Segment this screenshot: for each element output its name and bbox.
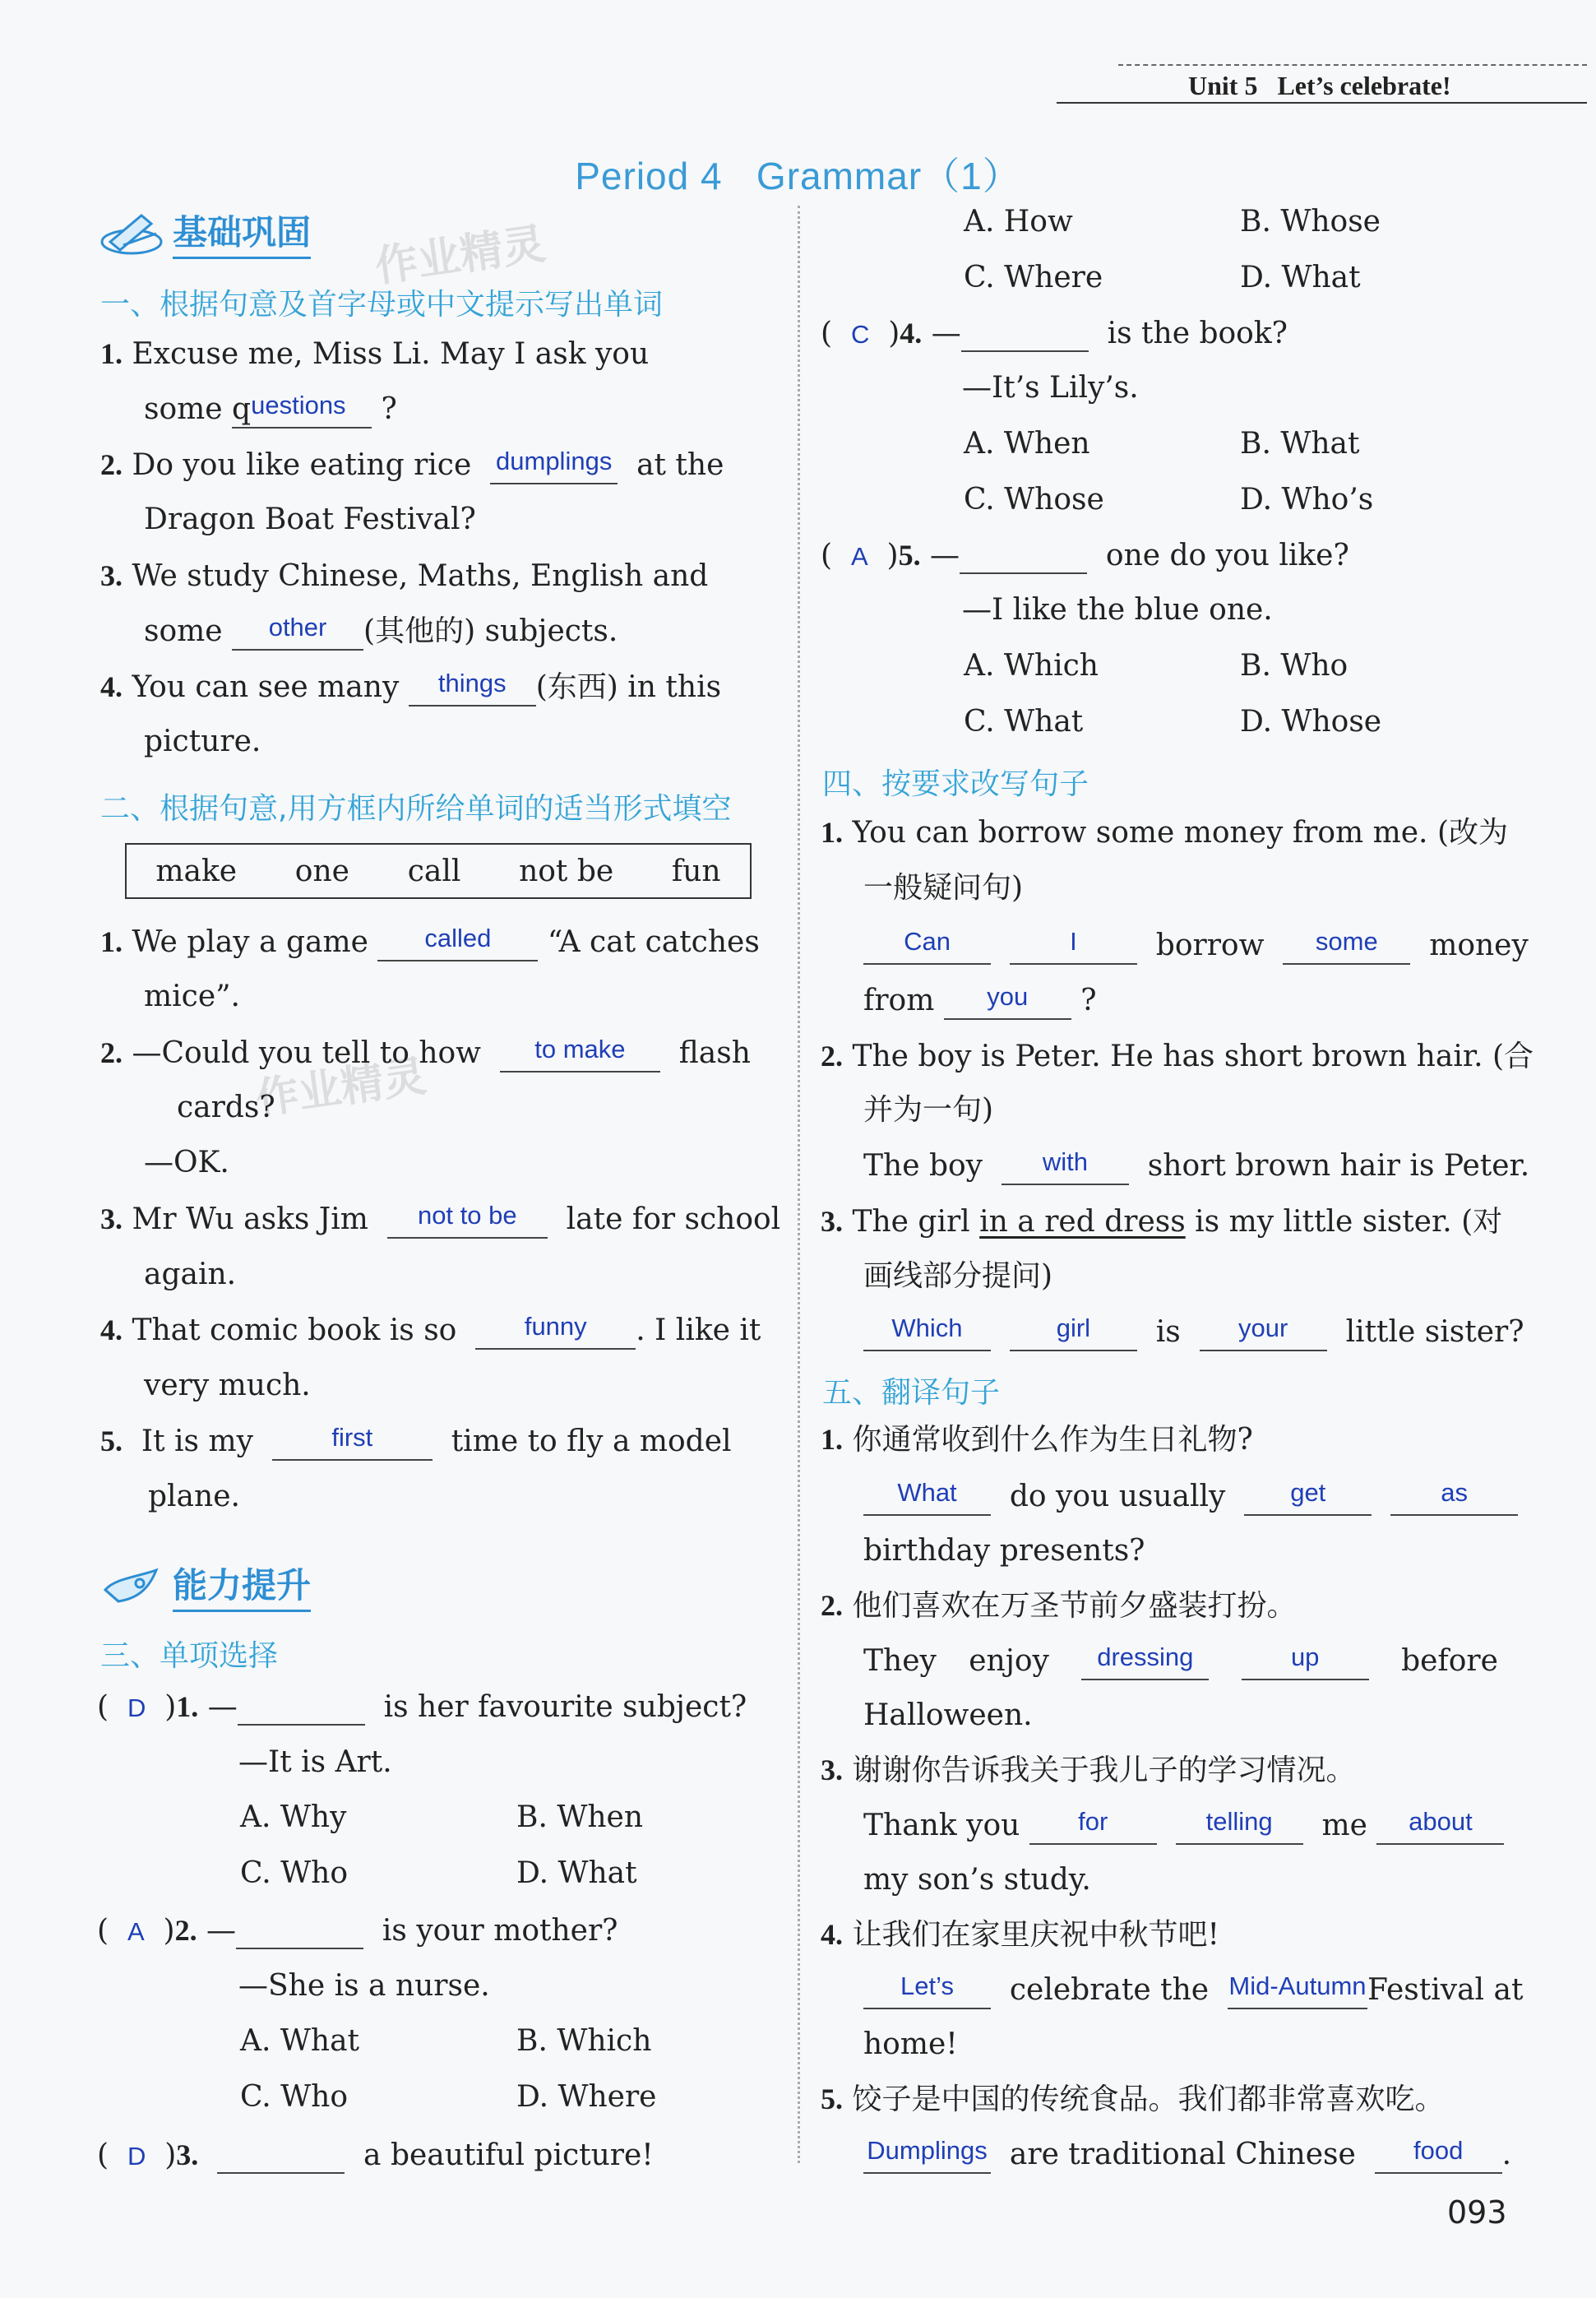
answer-text: called (424, 924, 492, 952)
header-dashed-line (1118, 64, 1587, 66)
answer-text: other (268, 613, 327, 642)
option-d[interactable]: D. What (516, 1856, 637, 1890)
q-text: some (144, 614, 223, 648)
q-text: It is my (141, 1425, 253, 1458)
answer-blank[interactable] (1242, 1642, 1369, 1680)
q-text: — (930, 539, 960, 572)
answer-blank[interactable] (232, 615, 363, 651)
answer-text: first (331, 1423, 373, 1452)
part5-q1-line3: birthday presents? (863, 1534, 1145, 1568)
option-d[interactable]: D. Who’s (1240, 483, 1374, 517)
section-basic-label: 基础巩固 (173, 206, 311, 259)
answer-text: funny (524, 1312, 587, 1341)
part4-q1-answer-line2 (863, 982, 1097, 1020)
part5-q5-answer (863, 2138, 1511, 2174)
part2-q4-line2: very much. (144, 1369, 311, 1402)
answer-blank[interactable] (272, 1425, 433, 1461)
part1-q2 (100, 448, 724, 484)
q-text: are traditional Chinese (1009, 2138, 1356, 2171)
q-text: do you usually (1009, 1480, 1226, 1513)
choice-answer: A (127, 1917, 145, 1946)
q-text: 你通常收到什么作为生日礼物? (852, 1423, 1253, 1457)
q-number: 3. (100, 1202, 123, 1235)
answer-text: dressing (1097, 1642, 1194, 1671)
part3-q4-reply: —It’s Lily’s. (962, 371, 1139, 405)
part1-q1-line2 (144, 393, 397, 429)
answer-text: with (1042, 1147, 1088, 1176)
option-b[interactable]: B. What (1240, 427, 1360, 461)
option-c[interactable]: C. Whose (964, 483, 1104, 517)
part5-q5 (821, 2083, 1444, 2116)
part2-q1 (100, 925, 760, 961)
answer-text: as (1441, 1478, 1469, 1507)
word-box-item: not be (519, 854, 614, 888)
answer-blank[interactable] (863, 1313, 991, 1351)
answer-blank[interactable] (1228, 1971, 1367, 2009)
part4-q1-answer (863, 929, 1529, 965)
option-b[interactable]: B. Whose (1240, 205, 1381, 239)
q-text: from (863, 984, 935, 1017)
pencil-ruler-icon (99, 209, 164, 257)
answer-blank[interactable] (863, 2138, 991, 2174)
q-text: 谢谢你告诉我关于我儿子的学习情况。 (852, 1754, 1356, 1787)
option-a[interactable]: A. Which (964, 649, 1099, 683)
choice-answer: A (850, 542, 868, 571)
option-a[interactable]: A. When (964, 427, 1090, 461)
answer-blank[interactable] (236, 1915, 363, 1949)
q-number: 3. (821, 1205, 843, 1238)
answer-text: about (1409, 1807, 1473, 1836)
q-text: celebrate the (1009, 1973, 1210, 2007)
q-text: late for school (566, 1202, 781, 1236)
option-b[interactable]: B. Who (1240, 649, 1349, 683)
q-text: We play a game (132, 925, 368, 959)
part3-q4: ( C )4. — is the book? (821, 317, 1288, 350)
q-text: is her favourite subject? (383, 1690, 747, 1724)
part5-q4-answer (863, 1971, 1524, 2009)
answer-blank[interactable] (490, 449, 618, 484)
part3-q5: ( A )5. — one do you like? (821, 539, 1349, 572)
answer-blank[interactable] (863, 929, 991, 965)
q-text: borrow (1155, 929, 1265, 962)
q-text: me (1321, 1809, 1367, 1842)
option-d[interactable]: D. Where (516, 2080, 657, 2114)
q-text: Thank you (863, 1809, 1020, 1842)
q-text: is (1155, 1315, 1181, 1349)
answer-blank[interactable] (944, 982, 1071, 1020)
part2-q3-line2: again. (144, 1258, 237, 1291)
q-text: short brown hair is Peter. (1147, 1149, 1530, 1183)
answer-blank[interactable] (232, 393, 372, 429)
q-text: enjoy (969, 1644, 1049, 1678)
q-text: at the (636, 448, 724, 482)
part5-q3 (821, 1754, 1355, 1787)
answer-blank[interactable] (1010, 1313, 1137, 1351)
q-text: You can see many (132, 670, 400, 704)
answer-text: things (437, 669, 507, 697)
answer-blank[interactable] (961, 317, 1089, 352)
answer-text: Can (904, 927, 951, 956)
part2-q2 (100, 1036, 751, 1073)
part1-q3-line2 (144, 615, 618, 651)
q-number: 4. (900, 317, 923, 350)
q-text: a beautiful picture! (363, 2138, 654, 2172)
part5-heading: 五、翻译句子 (822, 1376, 1001, 1410)
answer-text: telling (1205, 1807, 1273, 1836)
q-text: Excuse me, Miss Li. May I ask you (132, 337, 650, 371)
choice-answer: D (127, 2142, 146, 2171)
part5-q2-answer (863, 1642, 1498, 1680)
q-text: some (144, 392, 223, 426)
q-text: The boy is Peter. He has short brown hair. (合 (852, 1040, 1534, 1073)
q-number: 2. (100, 1036, 123, 1069)
part3-q2: ( A )2. — is your mother? (97, 1914, 618, 1948)
answer-text: Dumplings (867, 2136, 988, 2165)
answer-blank[interactable] (1244, 1480, 1372, 1516)
answer-blank[interactable] (960, 540, 1087, 574)
column-divider (798, 206, 800, 2163)
part5-q4-line3: home! (863, 2027, 958, 2061)
answer-blank[interactable] (1176, 1809, 1303, 1845)
q-text: before (1401, 1644, 1498, 1678)
part4-q2-answer (863, 1147, 1530, 1185)
part3-q1: ( D )1. — is her favourite subject? (97, 1690, 747, 1724)
answer-blank[interactable] (500, 1037, 660, 1073)
q-number: 1. (821, 1423, 843, 1456)
answer-blank[interactable] (1002, 1147, 1129, 1185)
blank-prefix: q (232, 392, 252, 426)
answer-blank[interactable] (1010, 929, 1137, 965)
answer-text: for (1078, 1807, 1108, 1836)
unit-header (1188, 71, 1451, 101)
q-number: 2. (100, 448, 123, 481)
q-number: 2. (821, 1040, 843, 1073)
choice-answer: D (127, 1693, 146, 1722)
part2-heading: 二、根据句意,用方框内所给单词的适当形式填空 (100, 792, 732, 826)
watermark: 作业精灵 (372, 219, 548, 293)
part2-q2-line3: —OK. (144, 1146, 229, 1179)
q-text: 饺子是中国的传统食品。我们都非常喜欢吃。 (852, 2083, 1445, 2116)
underlined-phrase: in a red dress (979, 1205, 1186, 1239)
part5-q4 (821, 1918, 1219, 1952)
answer-blank[interactable] (1081, 1642, 1209, 1680)
answer-blank[interactable] (1283, 929, 1410, 965)
part4-q1-line2: 一般疑问句) (863, 871, 1024, 905)
q-text: time to fly a model (451, 1425, 732, 1458)
q-text: We study Chinese, Maths, English and (132, 559, 709, 593)
option-a[interactable]: A. What (240, 2024, 360, 2058)
part2-q3 (100, 1202, 780, 1239)
period-label: Period 4 (575, 155, 723, 197)
section-basic-badge (99, 206, 311, 259)
part5-q2 (821, 1589, 1296, 1623)
answer-blank[interactable] (1200, 1313, 1327, 1351)
answer-text: What (897, 1478, 957, 1507)
q-text: flash (678, 1036, 751, 1070)
word-box-item: call (407, 854, 461, 888)
answer-blank[interactable] (1029, 1809, 1157, 1845)
q-number: 3. (176, 2138, 199, 2171)
answer-blank[interactable] (217, 2139, 345, 2174)
q-text: Festival at (1367, 1973, 1524, 2007)
option-b[interactable]: B. When (516, 1800, 644, 1834)
answer-text: not to be (417, 1201, 517, 1230)
answer-blank[interactable] (863, 1971, 991, 2009)
header-rule (1057, 102, 1587, 104)
answer-text: girl (1056, 1313, 1091, 1342)
part4-q3-answer (863, 1313, 1524, 1351)
q-number: 5. (898, 539, 921, 572)
part5-q2-line3: Halloween. (863, 1698, 1033, 1732)
q-text: —Could you tell to how (132, 1036, 481, 1070)
answer-text: dumplings (496, 447, 613, 475)
word-box-item: one (294, 854, 349, 888)
part3-heading: 三、单项选择 (100, 1639, 279, 1673)
choice-answer: C (850, 320, 870, 349)
q-text: is the book? (1107, 317, 1288, 350)
option-c[interactable]: C. Where (964, 261, 1103, 294)
q-text: is your mother? (382, 1914, 618, 1948)
part-label: （1） (922, 155, 1021, 197)
part5-q3-answer (863, 1809, 1504, 1845)
part1-q2-line2: Dragon Boat Festival? (144, 503, 476, 536)
part2-q4 (100, 1313, 761, 1350)
part3-q2-reply: —She is a nurse. (238, 1969, 490, 2003)
q-number: 2. (174, 1914, 197, 1947)
answer-text: to make (534, 1035, 626, 1063)
answer-blank[interactable] (1376, 1809, 1504, 1845)
part3-q1-reply: —It is Art. (238, 1745, 392, 1779)
q-text: “A cat catches (547, 925, 760, 959)
part4-heading: 四、按要求改写句子 (822, 767, 1089, 801)
q-text: 他们喜欢在万圣节前夕盛装打扮。 (852, 1589, 1297, 1623)
q-number: 5. (821, 2083, 843, 2115)
q-number: 4. (821, 1918, 843, 1951)
part4-q3 (821, 1205, 1502, 1239)
q-text: ? (1080, 984, 1097, 1017)
part5-q3-line3: my son’s study. (863, 1863, 1091, 1897)
q-number: 3. (821, 1754, 843, 1786)
option-c[interactable]: C. Who (240, 1856, 349, 1890)
answer-text: up (1290, 1642, 1320, 1671)
part3-q5-reply: —I like the blue one. (962, 593, 1273, 627)
answer-text: I (1070, 927, 1077, 956)
q-number: 1. (176, 1690, 199, 1723)
unit-number: Unit 5 (1188, 71, 1258, 100)
answer-text: Which (891, 1313, 963, 1342)
part2-q5 (100, 1425, 732, 1461)
answer-text: uestions (251, 391, 346, 419)
q-text: — (207, 1690, 238, 1724)
q-text: . I like it (636, 1313, 761, 1347)
q-text: little sister? (1345, 1315, 1524, 1349)
answer-text: your (1238, 1313, 1288, 1342)
answer-text: some (1315, 927, 1378, 956)
q-number: 2. (821, 1589, 843, 1622)
word-box-item: make (155, 854, 238, 888)
q-text: money (1429, 929, 1529, 962)
q-text: — (931, 317, 961, 350)
q-number: 3. (100, 559, 123, 592)
option-a[interactable]: A. How (964, 205, 1073, 239)
q-number: 4. (100, 1313, 123, 1346)
part1-q4-line2: picture. (144, 725, 261, 758)
part4-q1 (821, 816, 1508, 850)
q-text: They (863, 1644, 937, 1678)
q-text: one do you like? (1105, 539, 1349, 572)
part2-q1-line2: mice”. (144, 980, 240, 1013)
part1-q3 (100, 559, 708, 593)
part1-heading: 一、根据句意及首字母或中文提示写出单词 (100, 288, 664, 322)
word-box-item: fun (671, 854, 721, 888)
part4-q2 (821, 1040, 1534, 1073)
option-d[interactable]: D. Whose (1240, 705, 1382, 739)
q-text: The boy (863, 1149, 983, 1183)
q-number: 1. (100, 925, 123, 958)
answer-blank[interactable] (377, 926, 538, 961)
q-text: The girl (852, 1205, 970, 1239)
topic-label: Grammar (756, 155, 923, 197)
answer-text: get (1290, 1478, 1326, 1507)
answer-blank[interactable] (1390, 1480, 1518, 1516)
watermark: 作业精灵 (252, 1051, 429, 1125)
answer-blank[interactable] (409, 671, 536, 707)
q-text: 让我们在家里庆祝中秋节吧! (852, 1918, 1219, 1952)
part3-q3: ( D )3. a beautiful picture! (97, 2138, 654, 2172)
option-c[interactable]: C. Who (240, 2080, 349, 2114)
option-c[interactable]: C. What (964, 705, 1084, 739)
part2-q2-line2: cards? (177, 1091, 275, 1124)
q-text: Do you like eating rice (132, 448, 472, 482)
q-text: ? (381, 392, 397, 426)
part1-q4 (100, 670, 721, 707)
section-advanced-badge (99, 1559, 311, 1612)
answer-blank[interactable] (387, 1203, 548, 1239)
unit-title: Let’s celebrate! (1277, 71, 1451, 100)
q-text: . (1501, 2138, 1512, 2171)
page-number: 093 (1447, 2194, 1507, 2231)
answer-blank[interactable] (238, 1691, 365, 1726)
section-advanced-label: 能力提升 (173, 1559, 311, 1612)
option-b[interactable]: B. Which (516, 2024, 652, 2058)
option-a[interactable]: A. Why (240, 1800, 347, 1834)
part5-q1-answer (863, 1480, 1518, 1516)
q-number: 1. (100, 337, 123, 370)
part4-q3-line2: 画线部分提问) (863, 1259, 1053, 1293)
word-box (125, 843, 752, 899)
answer-blank[interactable] (863, 1480, 991, 1516)
answer-text: Mid-Autumn (1228, 1971, 1367, 2000)
answer-blank[interactable] (1375, 2138, 1502, 2174)
part2-q5-line2: plane. (148, 1480, 240, 1513)
q-text: — (206, 1914, 237, 1948)
q-number: 1. (821, 816, 843, 849)
q-number: 5. (100, 1425, 123, 1457)
q-text: (其他的) subjects. (363, 614, 618, 648)
answer-text: you (987, 982, 1029, 1011)
part1-q1 (100, 337, 783, 371)
option-d[interactable]: D. What (1240, 261, 1361, 294)
rocket-icon (99, 1562, 164, 1610)
q-text: Mr Wu asks Jim (132, 1202, 368, 1236)
answer-blank[interactable] (475, 1314, 636, 1350)
q-number: 4. (100, 670, 123, 703)
answer-text: Let’s (900, 1971, 954, 2000)
answer-text: food (1413, 2136, 1464, 2165)
page-title (0, 146, 1596, 201)
q-text: You can borrow some money from me. (改为 (852, 816, 1508, 850)
part5-q1 (821, 1423, 1253, 1457)
part4-q2-line2: 并为一句) (863, 1093, 994, 1127)
q-text: That comic book is so (132, 1313, 457, 1347)
q-text: is my little sister. (对 (1195, 1205, 1503, 1239)
q-text: (东西) in this (535, 670, 722, 704)
